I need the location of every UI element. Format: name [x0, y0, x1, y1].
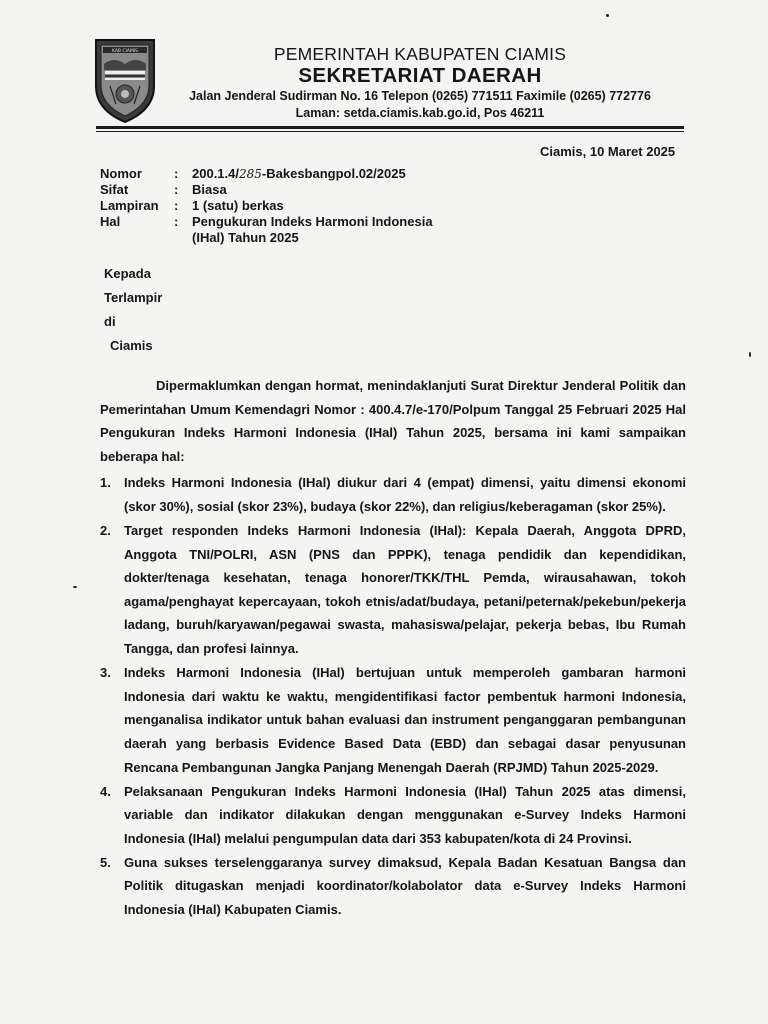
list-item-text: Pelaksanaan Pengukuran Indeks Harmoni Indonesia (IHal) Tahun 2025 atas dimensi, variable dan indikator dilakukan dengan menggunakan e-Survey Indeks Harmoni Indonesia (IHal) melalui pengumpulan data dari 353 kabupaten/kota di 24 Provinsi. — [124, 783, 686, 846]
office-website: Laman: setda.ciamis.kab.go.id, Pos 46211 — [295, 106, 545, 120]
letterhead-rule-thick — [96, 126, 684, 129]
list-item-text: Indeks Harmoni Indonesia (IHal) bertujuan untuk memperoleh gambaran harmoni Indonesia dari waktu ke waktu, mengidentifikasi factor pembentuk harmoni Indonesia, menganalisa indikator untuk bahan evaluasi dan instrument penganggaran pembangunan daerah yang berbasis Evidence Based Data (EBD) dan sebagai dasar penyusunan Rencana Pembangunan Jangka Panjang Menengah Daerah (RPJMD) Tahun 2025-2029. — [124, 665, 686, 775]
colon: : — [174, 198, 179, 213]
colon: : — [174, 166, 179, 181]
colon: : — [174, 182, 179, 197]
nomor-prefix: 200.1.4/ — [192, 166, 239, 181]
hal-value-line-1: Pengukuran Indeks Harmoni Indonesia — [192, 214, 433, 229]
department-name: SEKRETARIAT DAERAH — [298, 64, 542, 87]
list-item-number: 1. — [100, 475, 111, 491]
list-item-text: Indeks Harmoni Indonesia (IHal) diukur dari 4 (empat) dimensi, yaitu dimensi ekonomi (skor 30%), sosial (skor 23%), budaya (skor 22%), dan religius/keberagaman (skor 25%). — [124, 475, 686, 514]
list-item-number: 3. — [100, 665, 111, 681]
colon: : — [174, 214, 179, 229]
sifat-label: Sifat — [100, 182, 129, 197]
lampiran-value: 1 (satu) berkas — [192, 198, 284, 213]
list-item — [100, 519, 686, 661]
intro-paragraph: Dipermaklumkan dengan hormat, menindaklanjuti Surat Direktur Jenderal Politik dan Pemerintahan Umum Kemendagri Nomor : 400.4.7/e-170/Polpum Tanggal 25 Februari 2025 Hal Pengukuran Indeks Harmoni Indonesia (IHal) Tahun 2025, bersama ini kami sampaikan beberapa hal: — [100, 378, 686, 464]
nomor-label: Nomor — [100, 166, 142, 181]
letter-date: Ciamis, 10 Maret 2025 — [540, 144, 676, 159]
recipient-line-2: Terlampir — [104, 290, 163, 305]
nomor-handwritten: 285 — [239, 167, 262, 181]
list-item-number: 5. — [100, 854, 111, 870]
list-item — [100, 661, 686, 779]
list-item-text: Guna sukses terselenggaranya survey dimaksud, Kepala Badan Kesatuan Bangsa dan Politik ditugaskan menjadi koordinator/kolabolator data e-Survey Indeks Harmoni Indonesia (IHal) Kabupaten Ciamis. — [124, 854, 686, 918]
list-item-number: 4. — [100, 783, 111, 799]
svg-text:KAB CIAMIS: KAB CIAMIS — [111, 49, 139, 54]
recipient-line-4: Ciamis — [110, 338, 153, 353]
hal-value-line-2: (IHal) Tahun 2025 — [192, 230, 299, 245]
letter-body — [100, 374, 686, 922]
recipient-line-1: Kepada — [104, 266, 151, 281]
list-item-number: 2. — [100, 523, 111, 539]
letter-meta — [100, 166, 522, 246]
nomor-value — [192, 166, 522, 182]
hal-value — [192, 214, 522, 246]
hal-label: Hal — [100, 214, 121, 229]
list-item — [100, 780, 686, 851]
scan-speck — [73, 586, 77, 588]
meta-lampiran — [100, 198, 522, 214]
scan-speck — [606, 14, 609, 17]
list-item — [100, 471, 686, 518]
nomor-suffix: -Bakesbangpol.02/2025 — [261, 166, 406, 181]
letterhead-rule-thin — [96, 131, 684, 132]
list-item-text: Target responden Indeks Harmoni Indonesia (IHal): Kepala Daerah, Anggota DPRD, Anggota TNI/POLRI, ASN (PNS dan PPPK), tenaga pendidik dan kependidikan, dokter/tenaga kesehatan, tenaga honorer/TKK/THL Pemda, wirausahawan, tokoh agama/penghayat kepercayaan, tokoh etnis/adat/budaya, petani/peternak/pekebun/pekerja ladang, buruh/karyawan/pegawai swasta, mahasiswa/pelajar, pekerja bebas, Ibu Rumah Tangga, dan profesi lainnya. — [124, 523, 686, 657]
letterhead — [160, 44, 680, 122]
government-name: PEMERINTAH KABUPATEN CIAMIS — [273, 44, 567, 64]
sifat-value: Biasa — [192, 182, 227, 197]
meta-sifat — [100, 182, 522, 198]
list-item — [100, 851, 686, 922]
scan-speck — [749, 352, 751, 357]
recipient-line-3: di — [104, 314, 116, 329]
recipient-block — [104, 262, 162, 358]
points-list — [100, 471, 686, 921]
meta-nomor — [100, 166, 522, 182]
office-address: Jalan Jenderal Sudirman No. 16 Telepon (0265) 771511 Faximile (0265) 772776 — [189, 89, 651, 103]
lampiran-label: Lampiran — [100, 198, 159, 213]
meta-hal — [100, 214, 522, 246]
ciamis-emblem-logo — [92, 34, 158, 124]
